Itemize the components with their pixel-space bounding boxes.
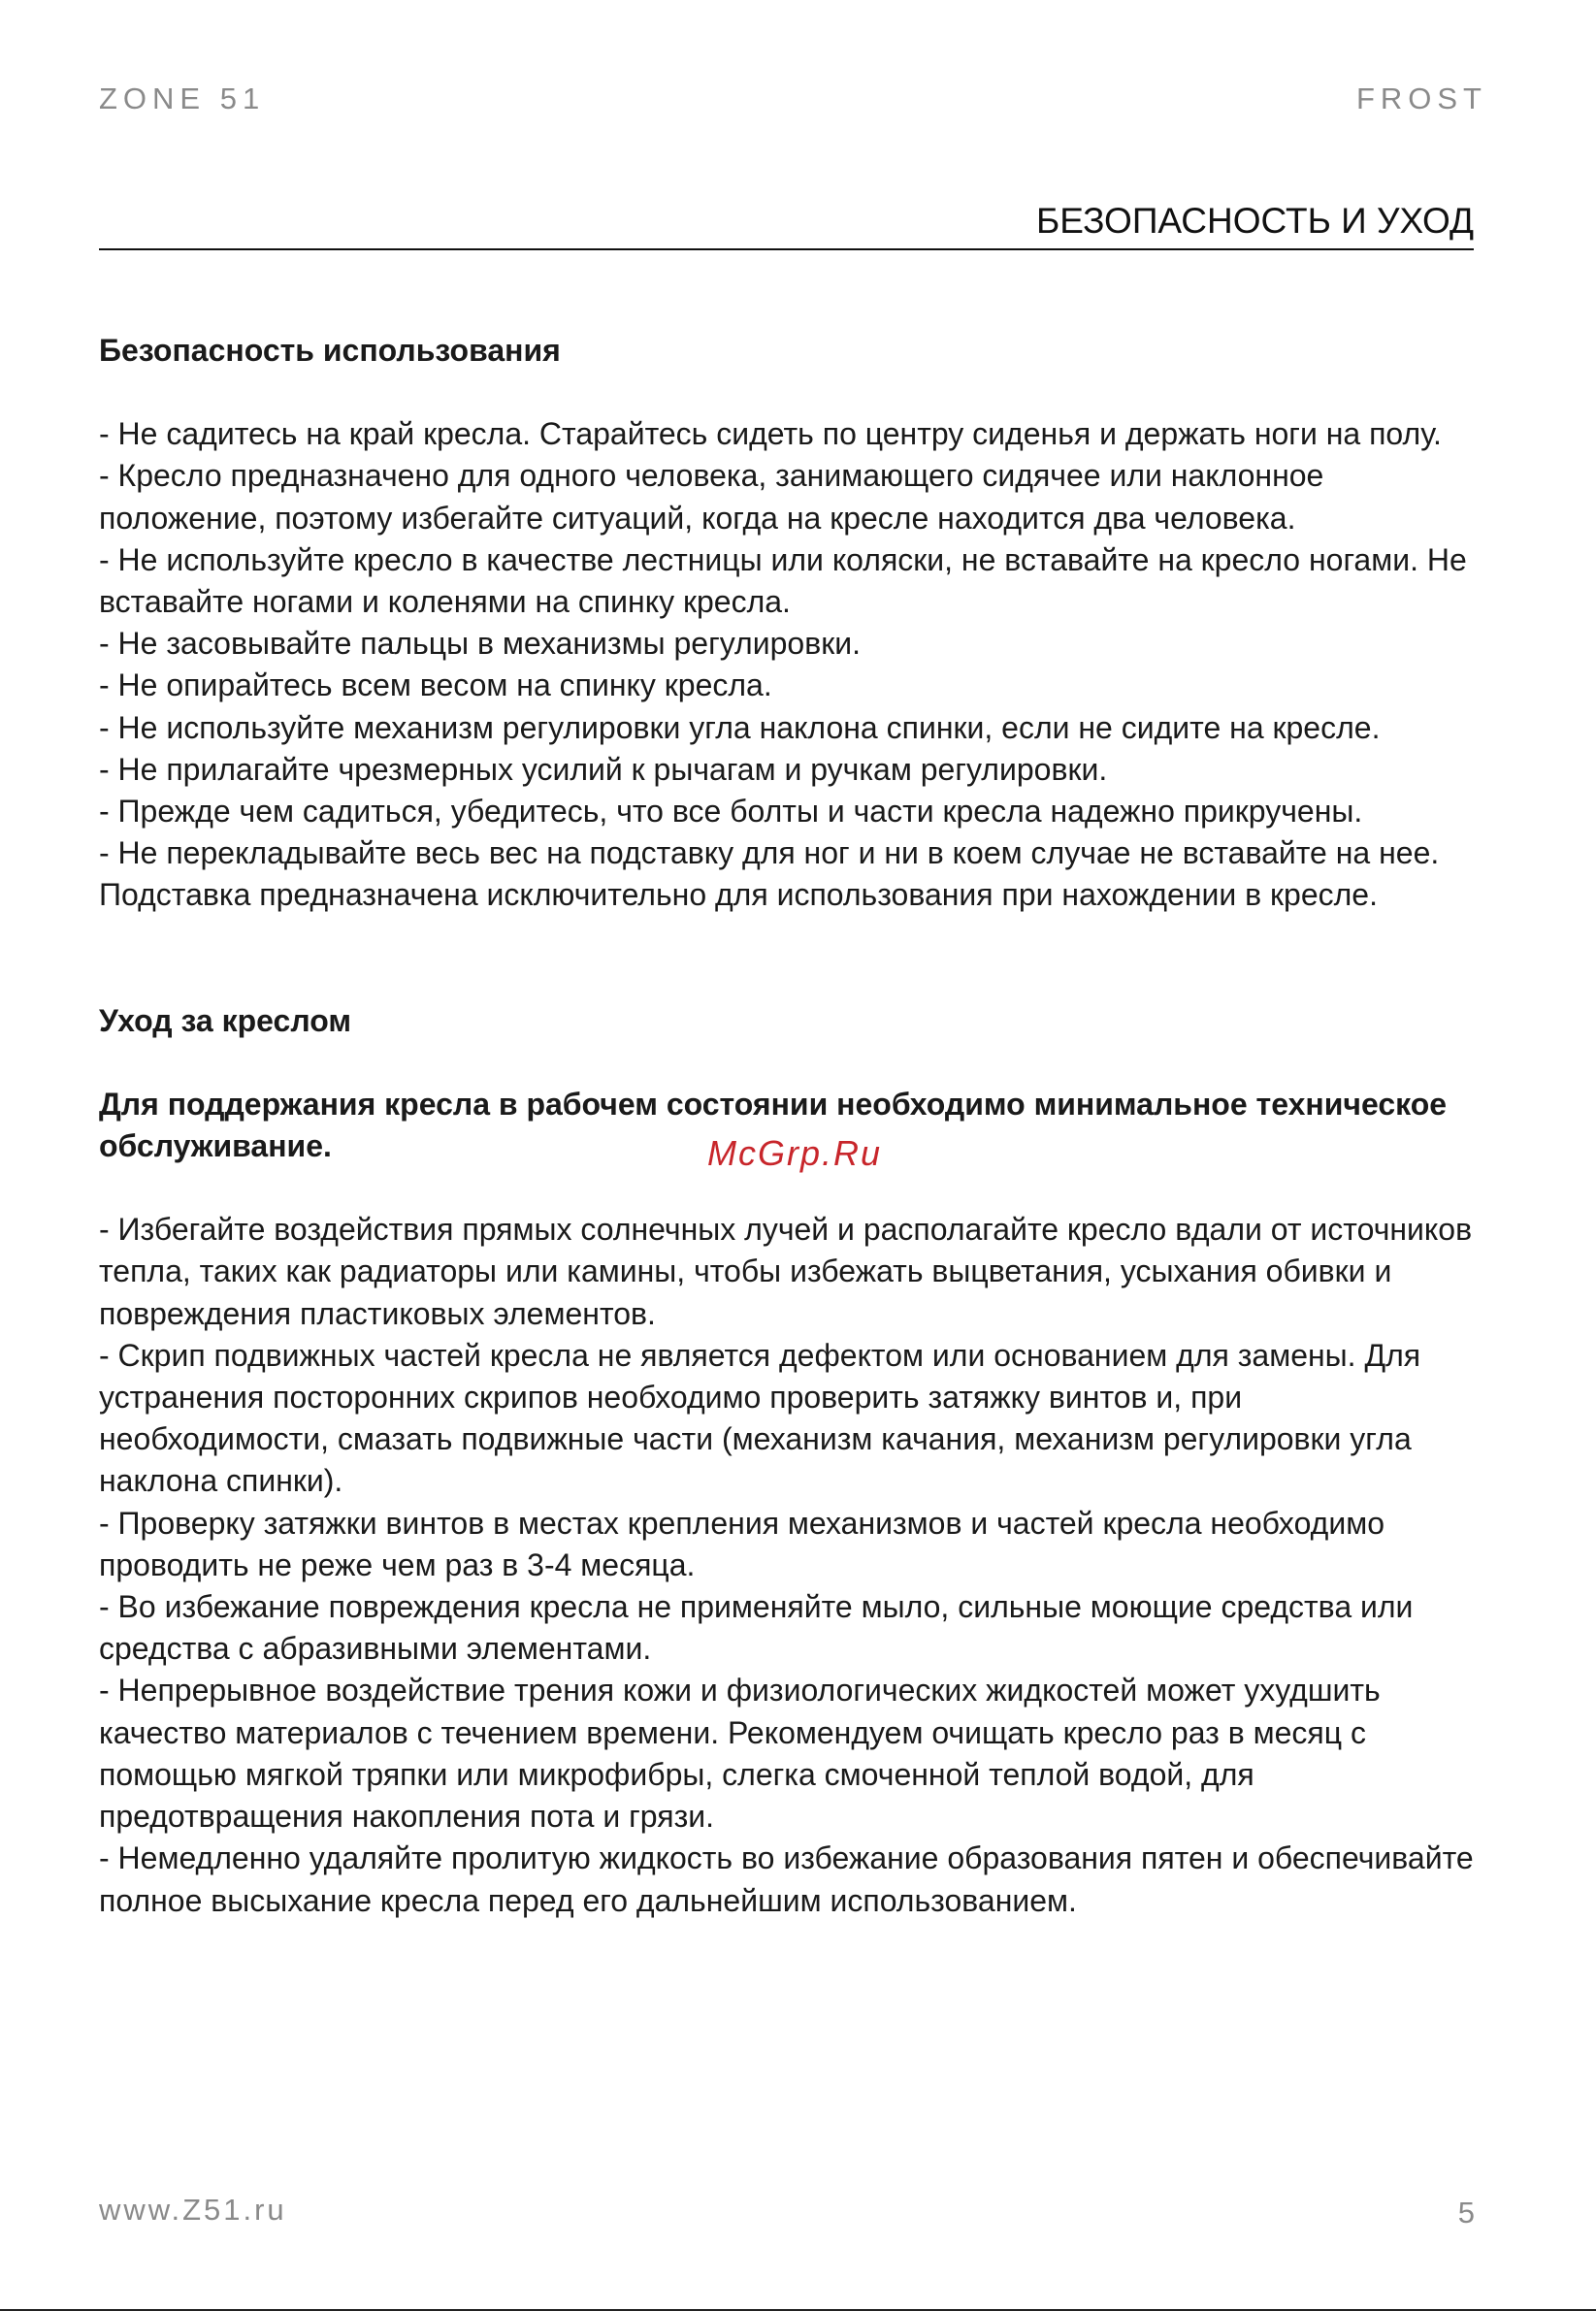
list-item: - Скрип подвижных частей кресла не является дефектом или основанием для замены. Для устранения посторонних скрипов необходимо проверить затяжку винтов и, при необходимости, смазать подвижные части (механизм качания, механизм регулировки угла наклона спинки). [99,1337,1421,1499]
list-item: - Прежде чем садиться, убедитесь, что все болты и части кресла надежно прикручены. [99,794,1363,830]
list-item: - Не садитесь на край кресла. Старайтесь сидеть по центру сиденья и держать ноги на полу. [99,416,1442,452]
list-item: - Немедленно удаляйте пролитую жидкость во избежание образования пятен и обеспечивайте полное высыхание кресла перед его дальнейшим использованием. [99,1840,1474,1918]
list-item: - Проверку затяжки винтов в местах крепления механизмов и частей кресла необходимо проводить не реже чем раз в 3-4 месяца. [99,1505,1384,1582]
page-number: 5 [1457,2196,1475,2230]
list-item: - Во избежание повреждения кресла не применяйте мыло, сильные моющие средства или средства с абразивными элементами. [99,1589,1414,1667]
model-name: FROST [1355,81,1487,115]
list-item: - Непрерывное воздействие трения кожи и физиологических жидкостей может ухудшить качество материалов с течением времени. Рекомендуем очищать кресло раз в месяц с помощью мягкой тряпки или микрофибры, слегка смоченной теплой водой, для предотвращения накопления пота и грязи. [99,1673,1381,1835]
safety-list [99,413,1477,916]
list-item: - Не прилагайте чрезмерных усилий к рычагам и ручкам регулировки. [99,751,1108,787]
footer-url: www.Z51.ru [99,2193,287,2227]
section-title: БЕЗОПАСНОСТЬ И УХОД [1035,201,1474,241]
care-list [99,1209,1477,1921]
list-item: - Кресло предназначено для одного человека, занимающего сидячее или наклонное положение, поэтому избегайте ситуаций, когда на кресле находится два человека. [99,458,1324,536]
list-item: - Не используйте кресло в качестве лестницы или коляски, не вставайте на кресло ногами. Не вставайте ногами и коленями на спинку кресла. [99,541,1467,620]
content [99,330,1477,1922]
safety-heading: Безопасность использования [99,333,561,368]
care-intro: Для поддержания кресла в рабочем состоянии необходимо минимальное техническое обслуживание. [99,1086,1448,1164]
title-underline [99,248,1474,250]
watermark: McGrp.Ru [707,1133,883,1173]
list-item: - Избегайте воздействия прямых солнечных лучей и располагайте кресло вдали от источников тепла, таких как радиаторы или камины, чтобы избежать выцветания, усыхания обивки и повреждения пластиковых элементов. [99,1212,1473,1331]
brand-logo: ZONE 51 [99,81,266,115]
list-item: - Не засовывайте пальцы в механизмы регулировки. [99,626,861,662]
list-item: - Не перекладывайте весь вес на подставку для ног и ни в коем случае не вставайте на нее. Подставка предназначена исключительно для использования при нахождении в кресле. [99,835,1440,913]
care-heading: Уход за креслом [99,1002,352,1038]
list-item: - Не используйте механизм регулировки угла наклона спинки, если не сидите на кресле. [99,709,1381,745]
list-item: - Не опирайтесь всем весом на спинку кресла. [99,667,772,703]
